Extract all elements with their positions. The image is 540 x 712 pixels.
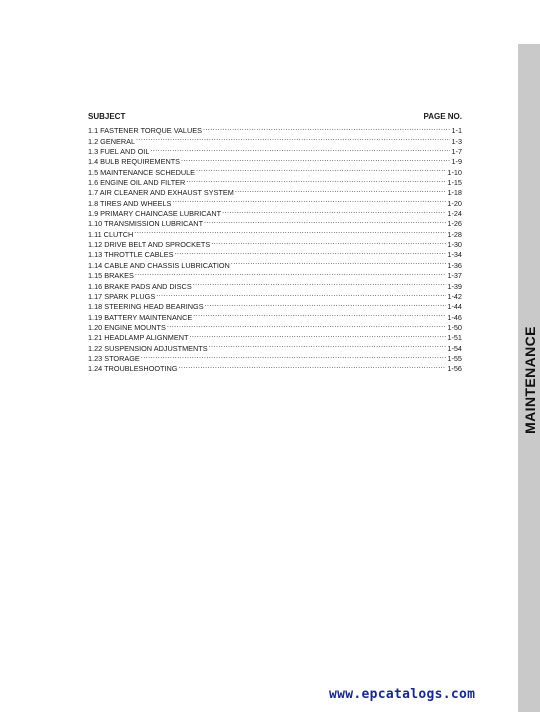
- toc-entry-title: 1.20 ENGINE MOUNTS: [88, 322, 166, 332]
- toc-entry-title: 1.18 STEERING HEAD BEARINGS: [88, 302, 204, 312]
- toc-entry-title: 1.21 HEADLAMP ALIGNMENT: [88, 333, 189, 343]
- toc-entry: [88, 351, 462, 361]
- toc-entry-title: 1.19 BATTERY MAINTENANCE: [88, 312, 193, 322]
- toc-entry-leader-dots: [172, 195, 446, 205]
- toc-entry-title: 1.15 BRAKES: [88, 271, 134, 281]
- toc-entry: [88, 123, 462, 136]
- toc-entry-leader-dots: [186, 175, 446, 185]
- toc-entry-leader-dots: [203, 123, 451, 133]
- toc-entry-title: 1.4 BULB REQUIREMENTS: [88, 157, 181, 167]
- toc-entry-page-number: 1-54: [447, 343, 462, 353]
- toc-entry: [88, 268, 462, 281]
- toc-entry-title: 1.13 THROTTLE CABLES: [88, 250, 174, 260]
- toc-entry-title: 1.16 BRAKE PADS AND DISCS: [88, 281, 192, 291]
- toc-entry-page-number: 1-3: [451, 136, 462, 146]
- toc-entry-page-number: 1-15: [447, 178, 462, 188]
- toc-entry-leader-dots: [204, 216, 446, 226]
- toc-entry-leader-dots: [181, 154, 450, 164]
- toc-entry-title: 1.9 PRIMARY CHAINCASE LUBRICANT: [88, 209, 222, 219]
- toc-entry-page-number: 1-51: [447, 333, 462, 343]
- toc-entry-leader-dots: [178, 361, 446, 371]
- section-side-label-text: MAINTENANCE: [522, 326, 538, 434]
- toc-entry-leader-dots: [222, 206, 446, 216]
- table-of-contents: [88, 111, 462, 374]
- toc-entry-page-number: 1-7: [451, 147, 462, 157]
- toc-entry-leader-dots: [134, 226, 446, 236]
- toc-entry-leader-dots: [235, 185, 447, 195]
- toc-entry-leader-dots: [193, 278, 447, 288]
- toc-entry-leader-dots: [205, 299, 447, 309]
- toc-entry-title: 1.17 SPARK PLUGS: [88, 291, 156, 301]
- toc-entry-title: 1.10 TRANSMISSION LUBRICANT: [88, 219, 204, 229]
- toc-entry-page-number: 1-42: [447, 291, 462, 301]
- toc-entry-page-number: 1-36: [447, 260, 462, 270]
- toc-entry-leader-dots: [196, 164, 446, 174]
- toc-entry-leader-dots: [167, 320, 447, 330]
- toc-entry-leader-dots: [209, 340, 447, 350]
- toc-entry-title: 1.8 TIRES AND WHEELS: [88, 198, 172, 208]
- toc-entry-leader-dots: [135, 268, 447, 278]
- toc-entry-page-number: 1-46: [447, 312, 462, 322]
- page-number-column-header: PAGE NO.: [423, 112, 462, 121]
- toc-entry-page-number: 1-1: [451, 126, 462, 136]
- toc-entry-page-number: 1-28: [447, 229, 462, 239]
- toc-entry-title: 1.22 SUSPENSION ADJUSTMENTS: [88, 343, 208, 353]
- toc-entry-page-number: 1-37: [447, 271, 462, 281]
- toc-entry-title: 1.23 STORAGE: [88, 353, 140, 363]
- toc-entry-page-number: 1-9: [451, 157, 462, 167]
- subject-column-header: SUBJECT: [88, 112, 126, 121]
- toc-entry: [88, 278, 462, 291]
- toc-entry: [88, 361, 462, 374]
- toc-entry-title: 1.1 FASTENER TORQUE VALUES: [88, 126, 202, 136]
- toc-entry-page-number: 1-56: [447, 364, 462, 374]
- toc-entry-leader-dots: [211, 237, 446, 247]
- toc-entry-leader-dots: [231, 257, 447, 267]
- toc-entry: [88, 133, 462, 146]
- toc-entry-leader-dots: [150, 144, 450, 154]
- toc-rows: [88, 123, 462, 374]
- toc-entry-page-number: 1-44: [447, 302, 462, 312]
- section-side-label: [522, 326, 538, 434]
- watermark-url: www.epcatalogs.com: [329, 687, 476, 702]
- toc-entry-title: 1.14 CABLE AND CHASSIS LUBRICATION: [88, 260, 230, 270]
- toc-entry-title: 1.24 TROUBLESHOOTING: [88, 364, 178, 374]
- toc-entry-page-number: 1-10: [447, 167, 462, 177]
- toc-entry-title: 1.7 AIR CLEANER AND EXHAUST SYSTEM: [88, 188, 234, 198]
- toc-entry: [88, 226, 462, 239]
- toc-entry-title: 1.6 ENGINE OIL AND FILTER: [88, 178, 186, 188]
- toc-header: [88, 111, 462, 122]
- toc-entry-page-number: 1-30: [447, 240, 462, 250]
- toc-entry-page-number: 1-26: [447, 219, 462, 229]
- toc-entry-leader-dots: [174, 247, 446, 257]
- toc-entry-page-number: 1-55: [447, 353, 462, 363]
- toc-entry-leader-dots: [156, 289, 446, 299]
- toc-entry-page-number: 1-18: [447, 188, 462, 198]
- toc-entry-page-number: 1-20: [447, 198, 462, 208]
- toc-entry-page-number: 1-50: [447, 322, 462, 332]
- toc-entry-title: 1.5 MAINTENANCE SCHEDULE: [88, 167, 196, 177]
- toc-entry-page-number: 1-24: [447, 209, 462, 219]
- toc-entry: [88, 144, 462, 157]
- toc-entry-title: 1.2 GENERAL: [88, 136, 136, 146]
- toc-entry: [88, 237, 462, 250]
- toc-entry-leader-dots: [189, 330, 446, 340]
- toc-entry-title: 1.12 DRIVE BELT AND SPROCKETS: [88, 240, 211, 250]
- toc-entry-page-number: 1-34: [447, 250, 462, 260]
- toc-entry-title: 1.3 FUEL AND OIL: [88, 147, 150, 157]
- toc-entry-leader-dots: [193, 309, 446, 319]
- toc-entry-title: 1.11 CLUTCH: [88, 229, 134, 239]
- toc-entry-leader-dots: [141, 351, 447, 361]
- toc-entry-page-number: 1-39: [447, 281, 462, 291]
- toc-entry-leader-dots: [136, 133, 450, 143]
